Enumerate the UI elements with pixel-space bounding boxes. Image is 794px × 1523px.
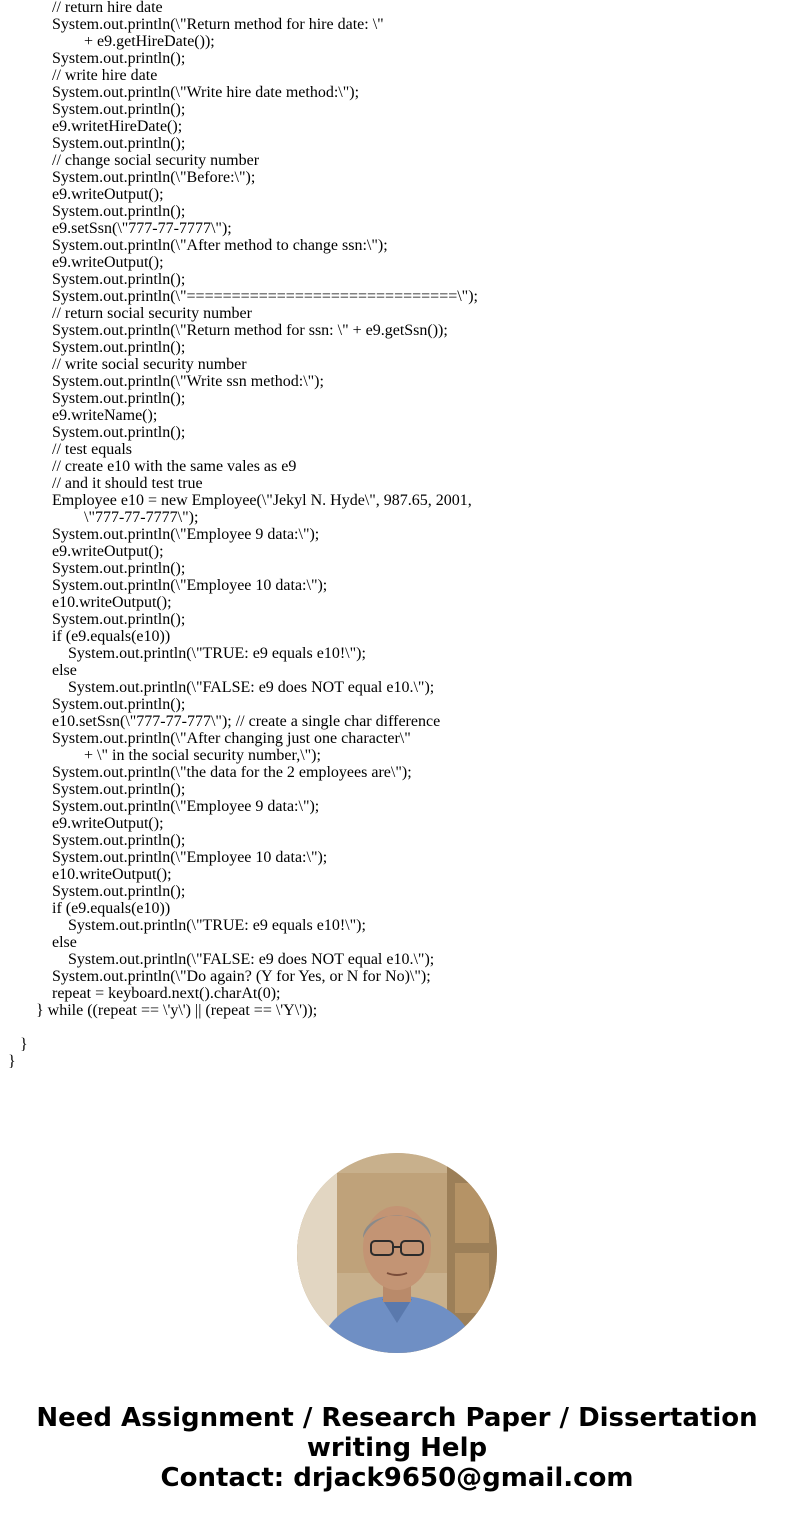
- code-line: System.out.println();: [52, 696, 186, 713]
- code-line: System.out.println(\"Employee 9 data:\");: [52, 526, 320, 543]
- code-line: System.out.println(\"Employee 10 data:\");: [52, 849, 328, 866]
- code-line: // change social security number: [52, 152, 260, 169]
- code-line: System.out.println();: [52, 339, 186, 356]
- code-line: System.out.println();: [52, 101, 186, 118]
- code-line: System.out.println(\"FALSE: e9 does NOT equal e10.\");: [68, 679, 435, 696]
- code-line: System.out.println();: [52, 50, 186, 67]
- code-line: System.out.println();: [52, 832, 186, 849]
- code-line: // test equals: [52, 441, 132, 458]
- code-line: System.out.println(\"the data for the 2 employees are\");: [52, 764, 412, 781]
- code-line: System.out.println(\"After method to change ssn:\");: [52, 237, 388, 254]
- code-line: repeat = keyboard.next().charAt(0);: [52, 985, 281, 1002]
- code-line: System.out.println(\"Return method for ssn: \" + e9.getSsn());: [52, 322, 448, 339]
- code-line: \"777-77-7777\");: [84, 509, 199, 526]
- code-line: System.out.println();: [52, 390, 186, 407]
- code-line: System.out.println(\"Write ssn method:\");: [52, 373, 324, 390]
- code-line: System.out.println(\"==============================\");: [52, 288, 478, 305]
- code-line: // return social security number: [52, 305, 252, 322]
- code-line: + e9.getHireDate());: [84, 33, 215, 50]
- code-line: System.out.println(\"Write hire date method:\");: [52, 84, 360, 101]
- code-line: System.out.println(\"After changing just one character\": [52, 730, 411, 747]
- code-line: System.out.println();: [52, 271, 186, 288]
- code-line: // create e10 with the same vales as e9: [52, 458, 297, 475]
- code-line: else: [52, 662, 77, 679]
- code-line: } while ((repeat == \'y\') || (repeat == \'Y\'));: [36, 1002, 318, 1019]
- code-line: System.out.println();: [52, 135, 186, 152]
- code-line: e9.writeOutput();: [52, 254, 164, 271]
- code-line: e9.writeName();: [52, 407, 158, 424]
- code-line: System.out.println();: [52, 883, 186, 900]
- footer-contact-email: Contact: drjack9650@gmail.com: [160, 1463, 634, 1493]
- code-line: + \" in the social security number,\");: [84, 747, 321, 764]
- code-line: System.out.println();: [52, 611, 186, 628]
- code-line: e10.writeOutput();: [52, 866, 172, 883]
- code-line: e10.setSsn(\"777-77-777\"); // create a single char difference: [52, 713, 441, 730]
- code-line: System.out.println(\"Employee 10 data:\");: [52, 577, 328, 594]
- code-line: System.out.println(\"TRUE: e9 equals e10!\");: [68, 645, 366, 662]
- code-line: if (e9.equals(e10)): [52, 628, 171, 645]
- code-line: System.out.println();: [52, 781, 186, 798]
- author-avatar: [297, 1153, 497, 1353]
- code-line: if (e9.equals(e10)): [52, 900, 171, 917]
- code-line: else: [52, 934, 77, 951]
- code-line: e9.writetHireDate();: [52, 118, 183, 135]
- avatar-portrait-icon: [297, 1153, 497, 1353]
- code-line: System.out.println(\"Employee 9 data:\");: [52, 798, 320, 815]
- code-line: e9.writeOutput();: [52, 543, 164, 560]
- code-line: System.out.println(\"Return method for hire date: \": [52, 16, 384, 33]
- code-line: // write social security number: [52, 356, 247, 373]
- footer-headline: Need Assignment / Research Paper / Dissertation: [36, 1403, 758, 1433]
- code-line: [0, 1019, 794, 1037]
- code-line: System.out.println(\"Do again? (Y for Yes, or N for No)\");: [52, 968, 431, 985]
- code-line: // and it should test true: [52, 475, 203, 492]
- code-line: }: [20, 1036, 28, 1053]
- code-line: e9.writeOutput();: [52, 186, 164, 203]
- code-line: Employee e10 = new Employee(\"Jekyl N. Hyde\", 987.65, 2001,: [52, 492, 472, 509]
- code-line: System.out.println(\"Before:\");: [52, 169, 256, 186]
- code-line: System.out.println(\"FALSE: e9 does NOT equal e10.\");: [68, 951, 435, 968]
- code-line: // return hire date: [52, 0, 163, 16]
- code-line: e9.writeOutput();: [52, 815, 164, 832]
- code-line: System.out.println();: [52, 424, 186, 441]
- footer-subheadline: writing Help: [306, 1433, 488, 1463]
- code-line: e10.writeOutput();: [52, 594, 172, 611]
- contact-banner: [0, 1403, 794, 1493]
- code-line: // write hire date: [52, 67, 158, 84]
- code-line: System.out.println();: [52, 203, 186, 220]
- code-line: System.out.println();: [52, 560, 186, 577]
- code-line: }: [8, 1053, 16, 1070]
- code-line: e9.setSsn(\"777-77-7777\");: [52, 220, 232, 237]
- code-line: System.out.println(\"TRUE: e9 equals e10!\");: [68, 917, 366, 934]
